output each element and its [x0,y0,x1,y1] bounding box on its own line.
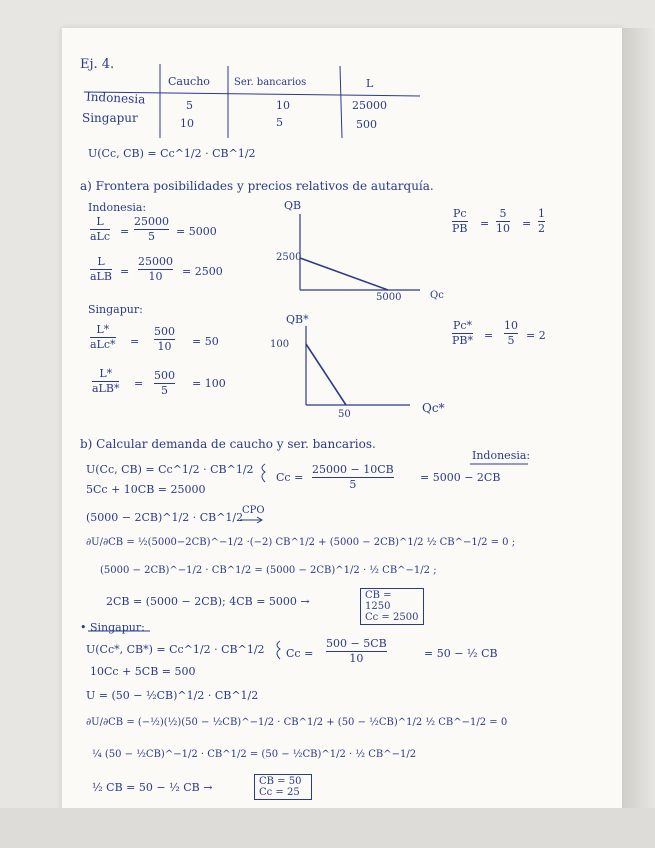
cc-label: Cc = [286,647,314,660]
graph2-y-tick: 100 [270,339,290,350]
fraction: 500 10 [154,325,175,354]
fraction: Pc PB [452,207,468,236]
fraction: L aLB [90,255,112,284]
singapur-label: Singapur: [88,303,143,316]
table-cell: 25000 [352,99,387,112]
fraction: 500 5 [154,369,175,398]
fraction: 500 − 5CB 10 [326,637,387,666]
derivative-line: ∂U/∂CB = (−½)(½)(50 − ½CB)^−1/2 · CB^1/2 + (50 − ½CB)^1/2 ½ CB^−1/2 = 0 [86,717,508,728]
fraction: L aLc [90,215,111,244]
fraction: 25000 10 [138,255,173,284]
fraction: 5 10 [496,207,510,236]
equals-sign: = [134,377,144,390]
brace [277,641,280,659]
graph2-x-label: Qc* [422,401,445,415]
fraction: Pc* PB* [452,319,473,348]
result-cc: Cc = 25 [259,787,300,798]
table-header-l: L [366,77,374,90]
cc-result: = 5000 − 2CB [420,471,501,484]
result-value: = 5000 [176,225,217,238]
part-b-title: b) Calcular demanda de caucho y ser. bancarios. [80,437,376,451]
table-header-caucho: Caucho [168,75,210,88]
brace [262,464,265,482]
equation-line: ½ CB = 50 − ½ CB → [92,781,213,794]
graph2-y-label: QB* [286,313,309,326]
result-cb: CB = 50 [259,776,302,787]
utility-line: U(Cc, CB) = Cc^1/2 · CB^1/2 [86,463,254,476]
substituted-utility: U = (50 − ½CB)^1/2 · CB^1/2 [86,689,259,702]
result-value: = 50 [192,335,219,348]
exercise-heading: Ej. 4. [80,57,115,72]
result-cb: CB = 1250 [365,590,392,612]
table-cell: 5 [276,116,283,129]
utility-function: U(Cc, CB) = Cc^1/2 · CB^1/2 [88,147,256,160]
result-box [254,774,312,800]
equals-sign: = [120,225,130,238]
fraction: L* aLB* [92,367,120,396]
equals-sign: = [484,329,494,342]
cpo-tag: CPO [242,505,265,516]
equation-line: ¼ (50 − ½CB)^−1/2 · CB^1/2 = (50 − ½CB)^1/2 · ½ CB^−1/2 [92,749,417,760]
result-value: = 100 [192,377,226,390]
graph2-x-tick: 50 [338,409,351,420]
table-row-country: Singapur [82,111,138,125]
result-value: = 2500 [182,265,223,278]
graph2-ppf-line [306,344,346,405]
table-row-country: Indonesia [85,89,146,107]
equals-sign: = [480,217,490,230]
budget-line: 5Cc + 10CB = 25000 [86,483,206,496]
equals-sign: = [120,265,130,278]
cc-result: = 50 − ½ CB [424,647,498,660]
equals-sign: = [130,335,140,348]
table-divider [340,66,342,138]
budget-line: 10Cc + 5CB = 500 [90,665,196,678]
equation-line: (5000 − 2CB)^−1/2 · CB^1/2 = (5000 − 2CB)^1/2 · ½ CB^−1/2 ; [100,565,437,576]
equation-line: 2CB = (5000 − 2CB); 4CB = 5000 → [106,595,310,608]
graph1-x-tick: 5000 [376,292,402,303]
graph1-x-label: Qc [430,290,444,301]
cc-label: Cc = [276,471,304,484]
graph1-ppf-line [300,258,388,290]
derivative-line: ∂U/∂CB = ½(5000−2CB)^−1/2 ·(−2) CB^1/2 + (5000 − 2CB)^1/2 ½ CB^−1/2 = 0 ; [86,537,516,548]
fraction: 25000 5 [134,215,169,244]
result-cc: Cc = 2500 [365,612,419,623]
table-cell: 10 [276,99,290,112]
indonesia-label-b: Indonesia: [472,449,531,462]
fraction: 1 2 [538,207,545,236]
utility-line: U(Cc*, CB*) = Cc^1/2 · CB^1/2 [86,643,265,656]
result-value: = 2 [526,329,546,342]
singapur-label-b: • Singapur: [80,621,145,634]
substituted-utility: (5000 − 2CB)^1/2 · CB^1/2 [86,511,244,524]
result-box [360,588,424,625]
part-a-title: a) Frontera posibilidades y precios relativos de autarquía. [80,179,434,193]
equals-sign: = [522,217,532,230]
fraction: 25000 − 10CB 5 [312,463,394,492]
table-cell: 500 [356,118,377,131]
indonesia-label: Indonesia: [88,201,147,214]
table-header-bancarios: Ser. bancarios [234,77,307,88]
graph1-y-tick: 2500 [276,252,302,263]
table-cell: 5 [186,99,193,112]
graph1-y-label: QB [284,199,302,212]
table-cell: 10 [180,117,194,130]
fraction: L* aLc* [90,323,116,352]
fraction: 10 5 [504,319,518,348]
